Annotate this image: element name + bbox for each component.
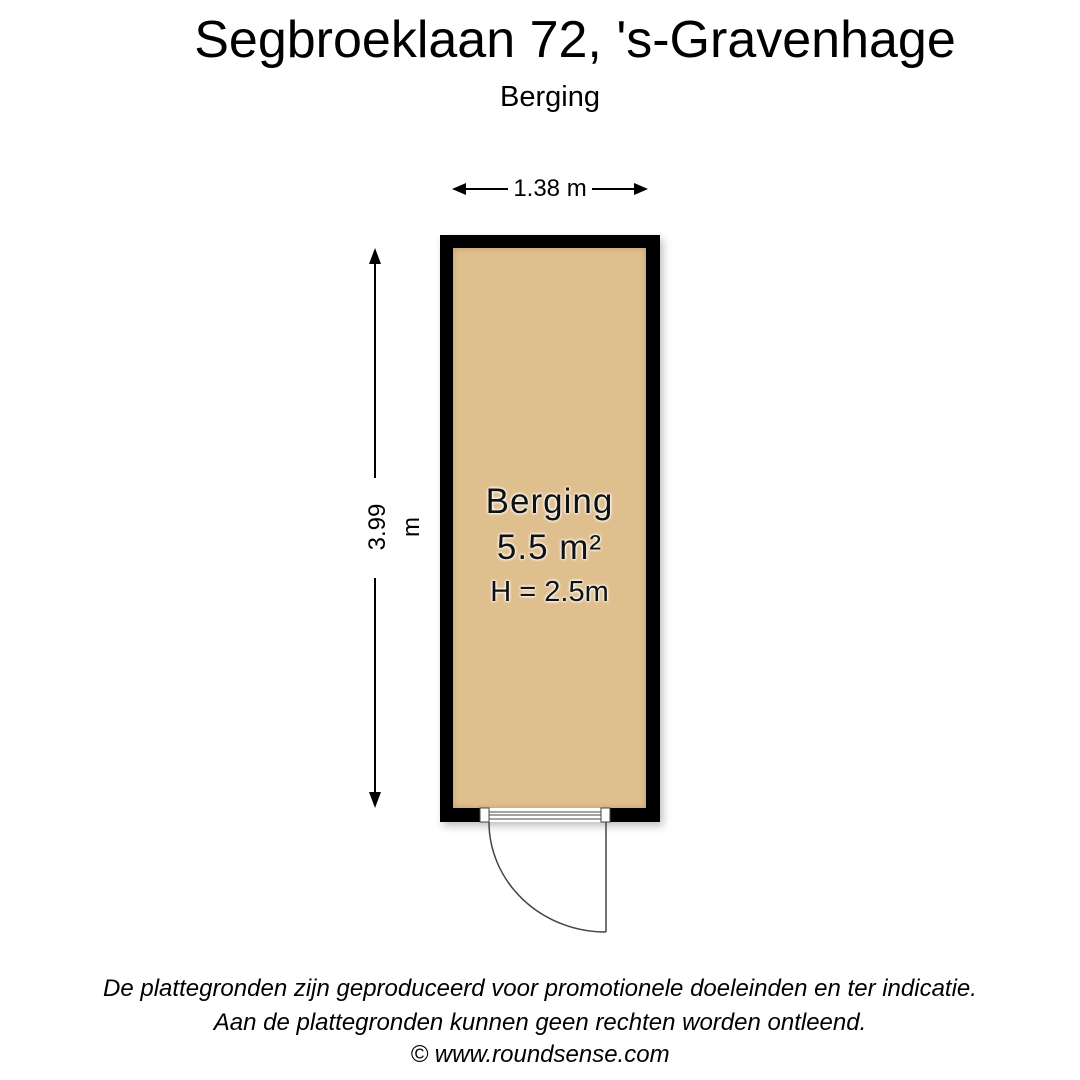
disclaimer-line-2: Aan de plattegronden kunnen geen rechten worden ontleend. (213, 1009, 867, 1036)
room-name: Berging (485, 482, 614, 521)
room-area: 5.5 m² (496, 528, 603, 567)
room-ceiling-height: H = 2.5m (490, 576, 609, 608)
disclaimer-line-1: De plattegronden zijn geproduceerd voor promotionele doeleinden en ter indicatie. (103, 975, 977, 1002)
width-dimension (452, 172, 648, 206)
copyright-line: © www.roundsense.com (410, 1041, 670, 1068)
floor-subtitle: Berging (500, 81, 600, 113)
page-title: Segbroeklaan 72, 's-Gravenhage (194, 11, 956, 69)
height-label: 3.99 m (364, 503, 425, 551)
width-label: 1.38 m (508, 172, 592, 206)
